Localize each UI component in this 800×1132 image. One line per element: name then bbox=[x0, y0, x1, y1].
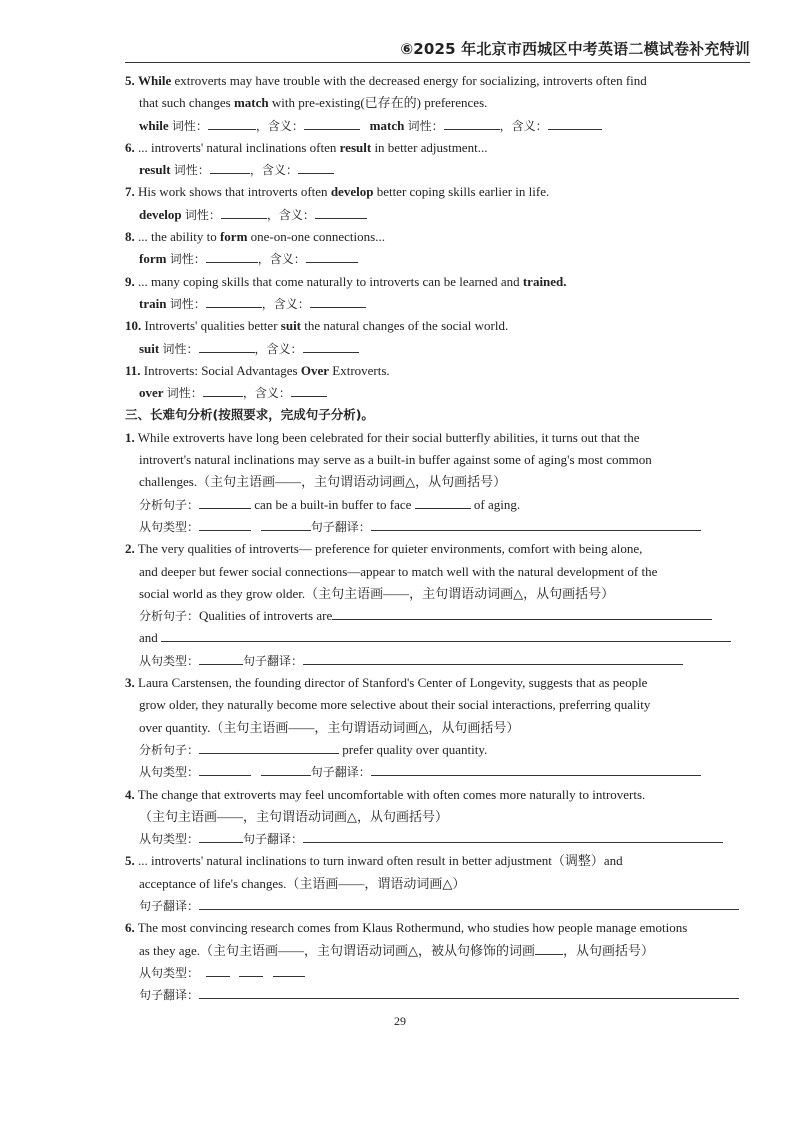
answer-blank[interactable] bbox=[210, 159, 250, 174]
section-3-title: 三、长难句分析(按照要求，完成句子分析)。 bbox=[125, 407, 374, 423]
answer-blank[interactable] bbox=[303, 828, 723, 843]
item-9-line1: 9. ... many coping skills that come naturally to introverts can be learned and trained. bbox=[125, 273, 567, 289]
item-7-line1: 7. His work shows that introverts often develop better coping skills earlier in life. bbox=[125, 184, 550, 200]
answer-blank[interactable] bbox=[298, 159, 334, 174]
answer-blank[interactable] bbox=[535, 940, 563, 955]
answer-blank[interactable] bbox=[371, 516, 701, 531]
page-header: ⑥2025 年北京市西城区中考英语二模试卷补充特训 bbox=[400, 40, 750, 58]
q2-line1: 2. The very qualities of introverts— preference for quieter environments, comfort with being alone, bbox=[125, 541, 643, 557]
q2-line2: and deeper but fewer social connections—appear to match well with the natural development of the bbox=[139, 563, 658, 579]
q5-line2: acceptance of life's changes.（主语画——，谓语动词画△） bbox=[139, 875, 466, 891]
answer-blank[interactable] bbox=[304, 115, 360, 130]
q4-clause-translate: 从句类型： 句子翻译： bbox=[125, 828, 750, 850]
answer-blank[interactable] bbox=[221, 204, 267, 219]
answer-blank[interactable] bbox=[206, 293, 262, 308]
item-6-answer: result 词性： ，含义： bbox=[125, 159, 750, 181]
q1-line2: introvert's natural inclinations may serve as a built-in buffer against some of aging's most common bbox=[139, 452, 652, 468]
header-divider bbox=[125, 62, 750, 63]
answer-blank[interactable] bbox=[291, 382, 327, 397]
answer-blank[interactable] bbox=[206, 248, 258, 263]
answer-blank[interactable] bbox=[199, 739, 339, 754]
answer-blank[interactable] bbox=[261, 516, 311, 531]
answer-blank[interactable] bbox=[371, 761, 701, 776]
q3-clause-translate: 从句类型： 句子翻译： bbox=[125, 761, 750, 783]
item-11-answer: over 词性： ，含义： bbox=[125, 382, 750, 404]
q1-line3: challenges.（主句主语画——，主句谓语动词画△，从句画括号） bbox=[139, 474, 507, 490]
answer-blank[interactable] bbox=[199, 650, 243, 665]
q1-analysis: 分析句子： can be a built-in buffer to face of aging. bbox=[125, 494, 750, 516]
answer-blank[interactable] bbox=[303, 338, 359, 353]
answer-blank[interactable] bbox=[206, 962, 230, 977]
item-7-answer: develop 词性： ，含义： bbox=[125, 204, 750, 226]
answer-blank[interactable] bbox=[199, 984, 739, 999]
q1-line1: 1. While extroverts have long been celebrated for their social butterfly abilities, it turns out that the bbox=[125, 429, 640, 445]
item-8-line1: 8. ... the ability to form one-on-one connections... bbox=[125, 229, 385, 245]
item-10-answer: suit 词性： ，含义： bbox=[125, 338, 750, 360]
answer-blank[interactable] bbox=[273, 962, 305, 977]
answer-blank[interactable] bbox=[332, 605, 712, 620]
page-number: 29 bbox=[394, 1014, 406, 1028]
item-11-line1: 11. Introverts: Social Advantages Over Extroverts. bbox=[125, 362, 390, 378]
q5-line1: 5. ... introverts' natural inclinations to turn inward often result in better adjustment（调整）and bbox=[125, 853, 623, 869]
answer-blank[interactable] bbox=[199, 494, 251, 509]
q3-line1: 3. Laura Carstensen, the founding director of Stanford's Center of Longevity, suggests that as people bbox=[125, 675, 648, 691]
answer-blank[interactable] bbox=[310, 293, 366, 308]
q5-translate: 句子翻译： bbox=[125, 895, 750, 917]
answer-blank[interactable] bbox=[203, 382, 243, 397]
answer-blank[interactable] bbox=[161, 627, 731, 642]
item-8-answer: form 词性： ，含义： bbox=[125, 248, 750, 270]
answer-blank[interactable] bbox=[261, 761, 311, 776]
answer-blank[interactable] bbox=[199, 828, 243, 843]
answer-blank[interactable] bbox=[199, 516, 251, 531]
q3-line2: grow older, they naturally become more selective about their social interactions, preferring quality bbox=[139, 697, 651, 713]
answer-blank[interactable] bbox=[548, 115, 602, 130]
answer-blank[interactable] bbox=[208, 115, 256, 130]
q4-line2: （主句主语画——，主句谓语动词画△，从句画括号） bbox=[139, 808, 448, 824]
item-6-line1: 6. ... introverts' natural inclinations often result in better adjustment... bbox=[125, 139, 488, 155]
answer-blank[interactable] bbox=[199, 895, 739, 910]
q6-translate: 句子翻译： bbox=[125, 984, 750, 1006]
q2-clause-translate: 从句类型： 句子翻译： bbox=[125, 650, 750, 672]
item-9-answer: train 词性： ，含义： bbox=[125, 293, 750, 315]
answer-blank[interactable] bbox=[199, 338, 255, 353]
answer-blank[interactable] bbox=[306, 248, 358, 263]
answer-blank[interactable] bbox=[199, 761, 251, 776]
q6-clause: 从句类型： bbox=[125, 962, 750, 984]
item-5-answer: while 词性： ，含义： match 词性： ，含义： bbox=[125, 115, 750, 137]
q4-line1: 4. The change that extroverts may feel uncomfortable with often comes more naturally to introverts. bbox=[125, 786, 646, 802]
q3-analysis: 分析句子： prefer quality over quantity. bbox=[125, 739, 750, 761]
item-10-line1: 10. Introverts' qualities better suit the natural changes of the social world. bbox=[125, 318, 509, 334]
exercise-content bbox=[125, 70, 750, 1006]
q1-clause-translate: 从句类型： 句子翻译： bbox=[125, 516, 750, 538]
q6-line2: as they age.（主句主语画——，主句谓语动词画△，被从句修饰的词画 ，从句画括号） bbox=[125, 940, 750, 962]
answer-blank[interactable] bbox=[415, 494, 471, 509]
item-5-line2: that such changes match with pre-existing(已存在的) preferences. bbox=[139, 95, 488, 111]
answer-blank[interactable] bbox=[315, 204, 367, 219]
answer-blank[interactable] bbox=[444, 115, 500, 130]
q2-and-line: and bbox=[125, 627, 750, 649]
q3-line3: over quantity.（主句主语画——，主句谓语动词画△，从句画括号） bbox=[139, 719, 520, 735]
item-5-line1: 5. While extroverts may have trouble with the decreased energy for socializing, introverts often find bbox=[125, 73, 647, 88]
answer-blank[interactable] bbox=[303, 650, 683, 665]
q2-analysis: 分析句子：Qualities of introverts are bbox=[125, 605, 750, 627]
answer-blank[interactable] bbox=[239, 962, 263, 977]
q6-line1: 6. The most convincing research comes from Klaus Rothermund, who studies how people manage emotions bbox=[125, 920, 688, 936]
q2-line3: social world as they grow older.（主句主语画——，主句谓语动词画△，从句画括号） bbox=[139, 585, 615, 601]
